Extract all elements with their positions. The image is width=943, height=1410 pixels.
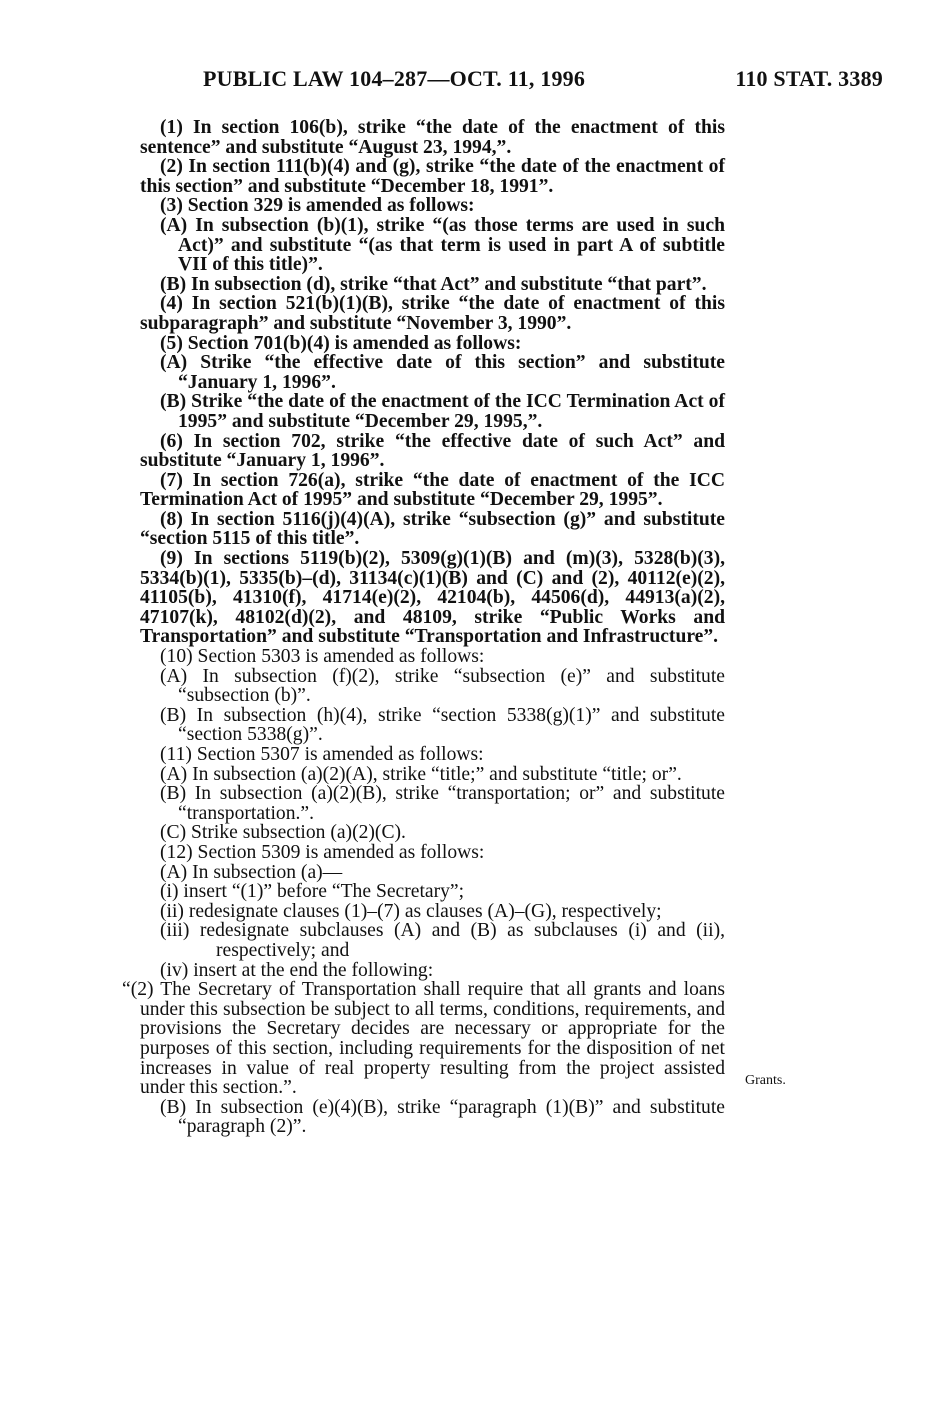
paragraph: (6) In section 702, strike “the effective date of such Act” and substitute “January 1, 1996”. — [140, 430, 725, 472]
subparagraph: (B) In subsection (h)(4), strike “section 5338(g)(1)” and substitute “section 5338(g)”. — [160, 704, 725, 746]
paragraph: (3) Section 329 is amended as follows: — [160, 195, 475, 217]
header-stat: 110 STAT. 3389 — [735, 66, 883, 91]
paragraph: (12) Section 5309 is amended as follows: — [160, 841, 485, 863]
paragraph: (10) Section 5303 is amended as follows: — [160, 646, 485, 668]
paragraph: (5) Section 701(b)(4) is amended as follows: — [160, 332, 522, 354]
subparagraph: (A) Strike “the effective date of this section” and substitute “January 1, 1996”. — [160, 352, 725, 393]
subparagraph: (B) In subsection (d), strike “that Act” and substitute “that part”. — [160, 273, 707, 295]
subparagraph: (C) Strike subsection (a)(2)(C). — [160, 822, 406, 844]
document-body — [122, 117, 725, 1138]
clause: (i) insert “(1)” before “The Secretary”; — [160, 881, 465, 903]
clause: (iii) redesignate subclauses (A) and (B) as subclauses (i) and (ii), respectively; and — [160, 920, 725, 961]
paragraph: (4) In section 521(b)(1)(B), strike “the date of enactment of this subparagraph” and substitute “November 3, 1990”. — [140, 293, 725, 334]
header-title: PUBLIC LAW 104–287—OCT. 11, 1996 — [203, 66, 586, 91]
subparagraph: (B) Strike “the date of the enactment of the ICC Termination Act of 1995” and substitute “December 29, 1995,”. — [160, 391, 725, 432]
subparagraph: (A) In subsection (a)(2)(A), strike “title;” and substitute “title; or”. — [160, 763, 682, 785]
subparagraph: (B) In subsection (a)(2)(B), strike “transportation; or” and substitute “transportation.”. — [160, 783, 725, 824]
subparagraph: (A) In subsection (f)(2), strike “subsection (e)” and substitute “subsection (b)”. — [160, 665, 725, 707]
paragraph: (1) In section 106(b), strike “the date of the enactment of this sentence” and substitute “August 23, 1994,”. — [140, 117, 725, 158]
clause: (iv) insert at the end the following: — [160, 959, 434, 981]
paragraph: (11) Section 5307 is amended as follows: — [160, 744, 484, 765]
paragraph: (2) In section 111(b)(4) and (g), strike “the date of the enactment of this section” and substitute “December 18, 1991”. — [140, 156, 725, 197]
quoted-paragraph: “(2) The Secretary of Transportation shall require that all grants and loans under this subsection be subject to all terms, conditions, requirements, and provisions the Secretary decides are necessary or appropriate for the purposes of this section, including requirements for the disposition of net increases in value of real property resulting from the project assisted under this section.”. — [122, 979, 725, 1099]
paragraph: (9) In sections 5119(b)(2), 5309(g)(1)(B) and (m)(3), 5328(b)(3), 5334(b)(1), 5335(b)–(d), 31134(c)(1)(B) and (C) and (2), 40112(e)(2), 41105(b), 41310(f), 41714(e)(2), 42104(b), 44506(d), 44913(a)(2), 47107(k), 48102(d)(2), and 48109, strike “Public Works and Transportation” and substitute “Transportation and Infrastructure”. — [140, 548, 725, 648]
subparagraph: (A) In subsection (a)— — [160, 861, 343, 883]
margin-note: Grants. — [745, 1073, 786, 1088]
paragraph: (8) In section 5116(j)(4)(A), strike “subsection (g)” and substitute “section 5115 of this title”. — [140, 508, 725, 550]
subparagraph: (A) In subsection (b)(1), strike “(as those terms are used in such Act)” and substitute “(as that term is used in part A of subtitle VII of this title)”. — [160, 214, 725, 276]
clause: (ii) redesignate clauses (1)–(7) as clauses (A)–(G), respectively; — [160, 900, 662, 922]
subparagraph: (B) In subsection (e)(4)(B), strike “paragraph (1)(B)” and substitute “paragraph (2)”. — [160, 1096, 725, 1138]
paragraph: (7) In section 726(a), strike “the date of enactment of the ICC Termination Act of 1995” and substitute “December 29, 1995”. — [140, 469, 725, 511]
